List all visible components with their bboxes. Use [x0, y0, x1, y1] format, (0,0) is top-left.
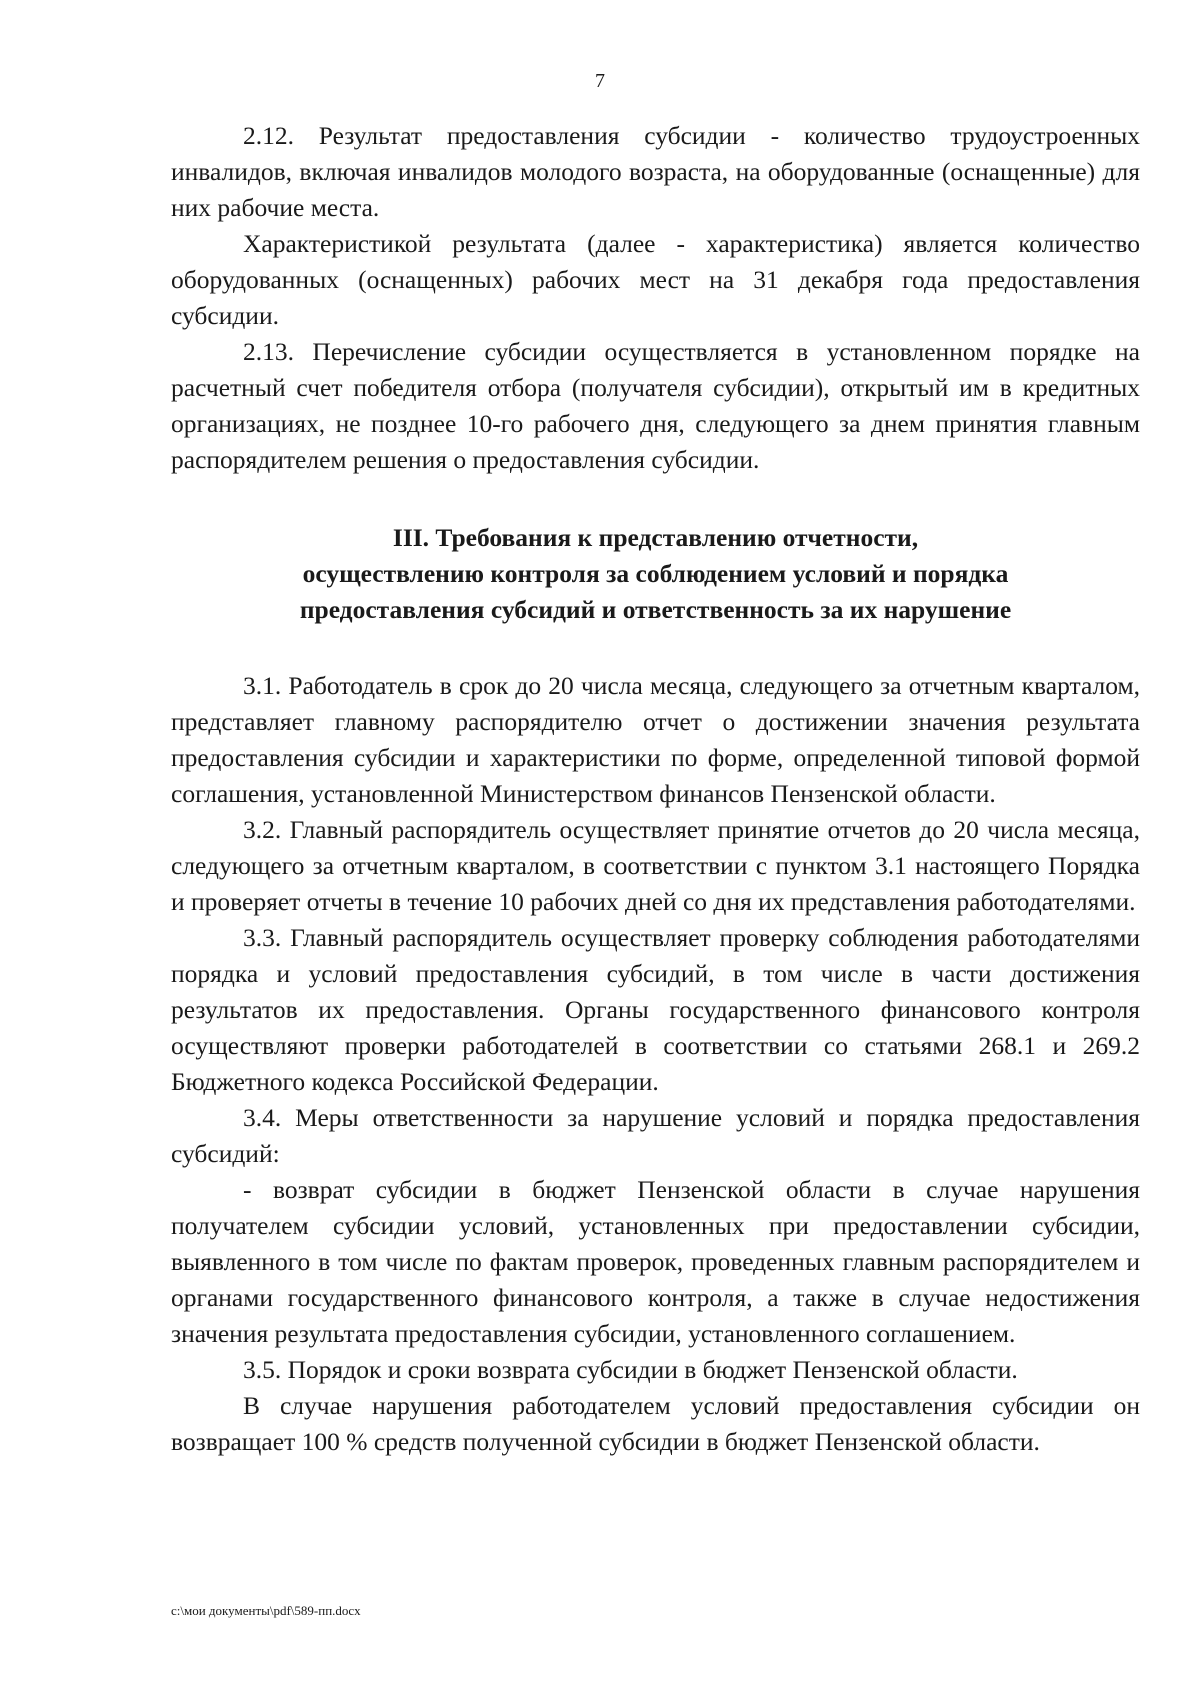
paragraph-3-1: 3.1. Работодатель в срок до 20 числа месяца, следующего за отчетным кварталом, представляет главному распорядителю отчет о достижении значения результата предоставления субсидии и характеристики по форме, определенной типовой формой соглашения, установленной Министерством финансов Пензенской области.: [171, 671, 1140, 808]
section-heading-line: осуществлению контроля за соблюдением условий и порядка: [302, 559, 1009, 588]
paragraph-3-4-item: - возврат субсидии в бюджет Пензенской области в случае нарушения получателем субсидии условий, установленных при предоставлении субсидии, выявленного в том числе по фактам проверок, проведенных главным распорядителем и органами государственного финансового контроля, а также в случае недостижения значения результата предоставления субсидии, установленного соглашением.: [171, 1175, 1140, 1348]
footer-file-path: c:\мои документы\pdf\589-пп.docx: [171, 1603, 361, 1618]
section-heading-line: III. Требования к представлению отчетности,: [392, 523, 919, 552]
section-heading-iii: [171, 520, 1140, 628]
paragraph-2-12: 2.12. Результат предоставления субсидии - количество трудоустроенных инвалидов, включая инвалидов молодого возраста, на оборудованные (оснащенные) для них рабочие места.: [171, 121, 1140, 222]
paragraph-3-3: 3.3. Главный распорядитель осуществляет проверку соблюдения работодателями порядка и условий предоставления субсидий, в том числе в части достижения результатов их предоставления. Органы государственного финансового контроля осуществляют проверки работодателей в соответствии со статьями 268.1 и 269.2 Бюджетного кодекса Российской Федерации.: [171, 923, 1140, 1096]
paragraph-3-2: 3.2. Главный распорядитель осуществляет принятие отчетов до 20 числа месяца, следующего за отчетным кварталом, в соответствии с пунктом 3.1 настоящего Порядка и проверяет отчеты в течение 10 рабочих дней со дня их представления работодателями.: [171, 815, 1140, 916]
paragraph-3-5: 3.5. Порядок и сроки возврата субсидии в бюджет Пензенской области.: [243, 1355, 1018, 1384]
section-heading-line: предоставления субсидий и ответственность за их нарушение: [299, 595, 1012, 624]
paragraph-characteristic: Характеристикой результата (далее - характеристика) является количество оборудованных (оснащенных) рабочих мест на 31 декабря года предоставления субсидии.: [171, 229, 1140, 330]
paragraph-3-4: 3.4. Меры ответственности за нарушение условий и порядка предоставления субсидий:: [171, 1103, 1140, 1168]
paragraph-2-13: 2.13. Перечисление субсидии осуществляется в установленном порядке на расчетный счет победителя отбора (получателя субсидии), открытый им в кредитных организациях, не позднее 10-го рабочего дня, следующего за днем принятия главным распорядителем решения о предоставления субсидии.: [171, 337, 1140, 474]
document-body: [171, 118, 1140, 1460]
page-number: 7: [595, 70, 605, 92]
paragraph-refund: В случае нарушения работодателем условий предоставления субсидии он возвращает 100 % средств полученной субсидии в бюджет Пензенской области.: [171, 1391, 1140, 1456]
